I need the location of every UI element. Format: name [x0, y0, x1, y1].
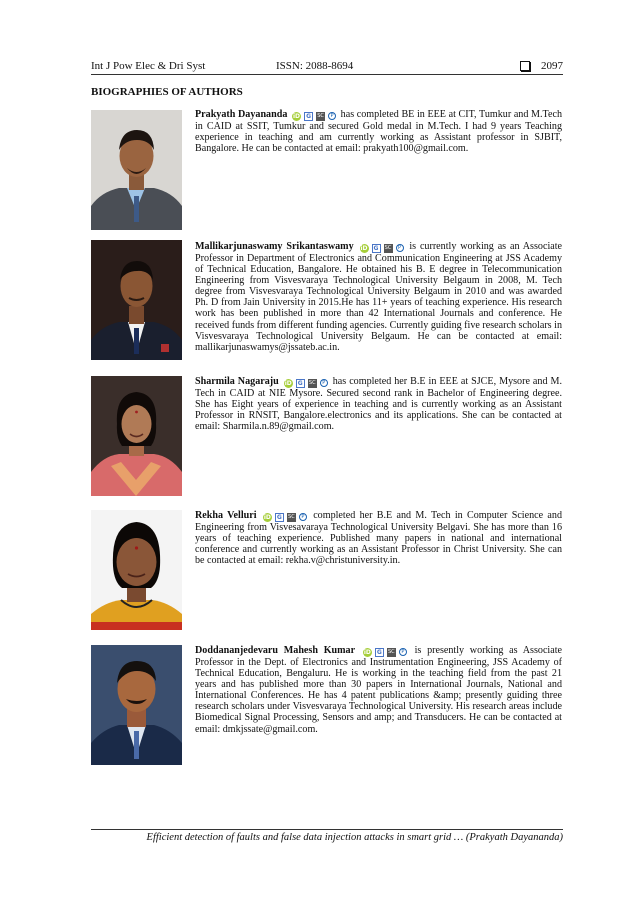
journal-name: Int J Pow Elec & Dri Syst — [91, 60, 206, 72]
author-bio-5 — [195, 645, 562, 735]
google-scholar-icon[interactable]: G — [296, 379, 305, 388]
profile-icons — [363, 648, 407, 657]
sc-icon[interactable]: SC — [317, 113, 324, 119]
scopus-icon[interactable]: P — [299, 513, 307, 521]
author-photo-4 — [91, 510, 182, 630]
scopus-icon[interactable]: P — [396, 244, 404, 252]
author-photo-2 — [91, 240, 182, 360]
author-bio-1 — [195, 109, 562, 154]
author-bio-2 — [195, 241, 562, 353]
sc-icon[interactable]: SC — [388, 649, 395, 655]
footer-divider — [91, 829, 563, 830]
author-bio-3 — [195, 376, 562, 432]
profile-icons — [263, 513, 307, 522]
scopus-icon[interactable]: P — [320, 379, 328, 387]
header-divider — [91, 74, 563, 75]
orcid-icon[interactable]: iD — [360, 245, 368, 252]
author-name: Doddananjedevaru Mahesh Kumar — [195, 645, 356, 656]
scopus-icon[interactable]: P — [328, 112, 336, 120]
author-photo-1 — [91, 110, 182, 230]
google-scholar-icon[interactable]: G — [372, 244, 381, 253]
section-title: BIOGRAPHIES OF AUTHORS — [91, 86, 243, 98]
running-header — [91, 59, 563, 75]
profile-icons — [360, 244, 404, 253]
orcid-icon[interactable]: iD — [263, 514, 271, 521]
author-bio-text: is currently working as an Associate Professor in Department of Electronics and Communication Engineering at JSS Academy of Technical Education, Bangalore. He obtained his B. E degree in Telecommunication Engineering from Visvesvaraya Technological University Belgaum in 2008, M. Tech degree from Visvesvaraya Technological University Belgaum in 2010 and was awarded Ph. D from Jain University in 2015.He has 11+ years of teaching experience. His research work has been published in more than 42 International Journals and conference. He received funds from different funding agencies. Currently guiding five research scholars in Visvesvaraya Technological University Belgaum. He can be contacted at email: mallikarjunaswamys@jssateb.ac.in. — [195, 241, 563, 353]
author-bio-text: has completed her B.E in EEE at SJCE, Mysore and M. Tech in CAID at NIE Mysore. Secured second rank in Bachelor of Engineering degree. She has Eight years of experience in teaching and is currently working as an Assistant Professor in RNSIT, Bangalore.electronics and its applications. She can be contacted at email: Sharmila.n.89@gmail.com. — [195, 376, 562, 433]
author-photo-5 — [91, 645, 182, 765]
running-footer: Efficient detection of faults and false data injection attacks in smart grid … (Prakyath Dayananda) — [146, 832, 563, 843]
author-bio-text: completed her B.E and M. Tech in Computer Science and Engineering from Visvesavaraya Technological University Belgavi. She has more than 16 years of teaching experience. Published many papers in national and international conference and currently working as an Assistant Professor in Christ University. She can be contacted at email: rekha.v@christuniversity.in. — [195, 510, 562, 567]
author-photo-3 — [91, 376, 182, 496]
sc-icon[interactable]: SC — [308, 380, 316, 386]
orcid-icon[interactable]: iD — [363, 649, 371, 656]
google-scholar-icon[interactable]: G — [375, 648, 384, 657]
author-bio-text: has completed BE in EEE at CIT, Tumkur and M.Tech in CAID at SSIT, Tumkur and secured Gold medal in M.Tech. I had 9 years Teaching experience in teaching and am currently working as Assistant professor in SJBIT, Bangalore. He can be contacted at email: prakyath100@gmail.com. — [195, 109, 562, 155]
author-bio-text: is presently working as Associate Professor in the Dept. of Electronics and Instrumentation Engineering, JSS Academy of Technical Education, Bengaluru. He is working in the teaching field from the past 21 years and has published more than 30 papers in International Journals, National and International Conferences. He has 4 patent publications &amp; presently guiding three research scholars under Visvesvaraya Technological University. His research areas include Biomedical Signal Processing, Sensors and amp; and Transducers. He can be contacted at email: dmkjssate@gmail.com. — [195, 645, 563, 735]
orcid-icon[interactable]: iD — [284, 380, 292, 387]
author-name: Mallikarjunaswamy Srikantaswamy — [195, 241, 354, 252]
profile-icons — [284, 379, 328, 388]
google-scholar-icon[interactable]: G — [304, 112, 313, 121]
sc-icon[interactable]: SC — [288, 514, 295, 520]
checkbox-square-icon — [520, 61, 530, 71]
author-name: Sharmila Nagaraju — [195, 376, 279, 387]
sc-icon[interactable]: SC — [384, 245, 392, 251]
google-scholar-icon[interactable]: G — [275, 513, 284, 522]
scopus-icon[interactable]: P — [399, 648, 407, 656]
page-number: 2097 — [541, 60, 563, 72]
author-name: Prakyath Dayananda — [195, 109, 288, 120]
orcid-icon[interactable]: iD — [293, 113, 301, 120]
issn: ISSN: 2088-8694 — [276, 60, 354, 72]
author-name: Rekha Velluri — [195, 510, 257, 521]
author-bio-4 — [195, 510, 562, 566]
profile-icons — [292, 112, 336, 121]
